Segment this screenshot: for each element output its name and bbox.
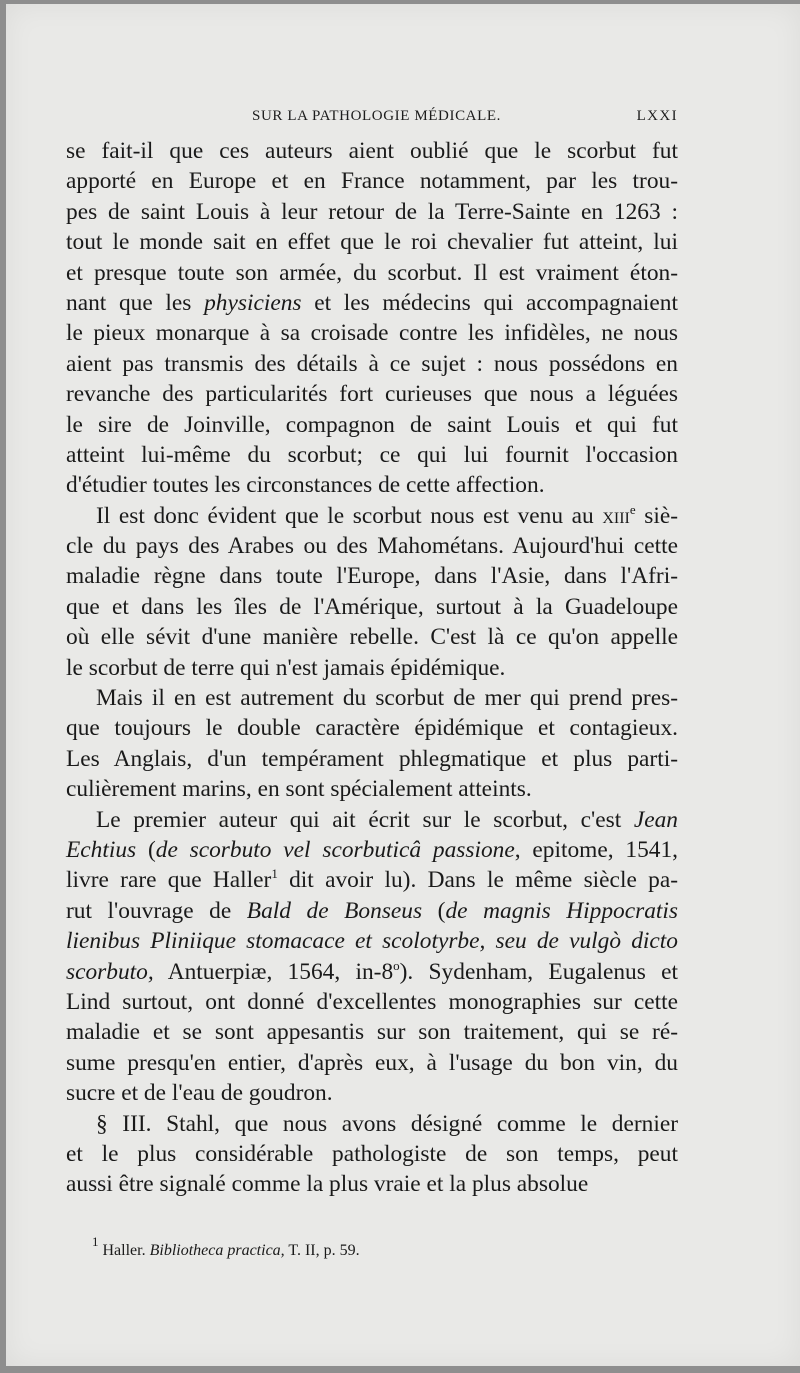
footnote [92,1234,672,1262]
text-line: maladie règne dans toute l'Europe, dans l'Asie, dans l'Afri- [66,563,678,590]
text-line: et presque toute son armée, du scorbut. Il est vraiment éton- [66,259,678,286]
text-line: scorbuto, Antuerpiæ, 1564, in-8$^o$). Sydenham, Eugalenus et [66,957,678,985]
footnote-text: $^1$ Haller. Bibliotheca practica, T. II, p. 59. [92,1234,360,1259]
text-line: et le plus considérable pathologiste de son temps, peut [66,1140,678,1167]
text-line: Le premier auteur qui ait écrit sur le scorbut, c'est Jean [96,806,678,833]
text-line: lienibus Pliniique stomacace et scolotyrbe, seu de vulgò dicto [66,928,678,955]
text-line: se fait-il que ces auteurs aient oublié que le scorbut fut [66,138,678,164]
text-line: le scorbut de terre qui n'est jamais épidémique. [66,654,506,681]
page-number: LXXI [636,108,678,124]
text-line: pes de saint Louis à leur retour de la Terre-Sainte en 1263 : [66,198,678,225]
text-line: le pieux monarque à sa croisade contre les infidèles, ne nous [66,320,678,347]
text-line: rut l'ouvrage de Bald de Bonseus (de magnis Hippocratis [66,897,679,924]
text-line: maladie et se sont appesantis sur son traitement, qui se ré- [66,1019,678,1046]
text-line: aussi être signalé comme la plus vraie et la plus absolue [66,1171,589,1198]
book-page [6,4,800,1366]
text-line: § III. Stahl, que nous avons désigné comme le dernier [96,1110,678,1137]
text-line: aient pas transmis des détails à ce sujet : nous possédons en [66,350,678,377]
running-title: SUR LA PATHOLOGIE MÉDICALE. [252,108,501,124]
text-line: livre rare que Haller$^1$ dit avoir lu). Dans le même siècle pa- [66,866,678,894]
text-line: où elle sévit d'une manière rebelle. C'est là ce qu'on appelle [66,624,678,651]
text-line: atteint lui-même du scorbut; ce qui lui fournit l'occasion [66,441,678,468]
text-line: le sire de Joinville, compagnon de saint Louis et qui fut [66,411,678,438]
text-line: que et dans les îles de l'Amérique, surtout à la Guadeloupe [66,593,678,620]
text-line: sume presqu'en entier, d'après eux, à l'usage du bon vin, du [66,1049,678,1076]
text-line: sucre et de l'eau de goudron. [66,1080,333,1107]
text-line: Il est donc évident que le scorbut nous est venu au xiii$^e$ siè- [96,501,679,529]
text-line: d'étudier toutes les circonstances de cette affection. [66,472,545,499]
text-line: nant que les physiciens et les médecins qui accompagnaient [66,289,678,316]
text-line: cle du pays des Arabes ou des Mahométans. Aujourd'hui cette [66,533,678,560]
text-line: tout le monde sait en effet que le roi chevalier fut atteint, lui [66,229,678,256]
text-line: que toujours le double caractère épidémique et contagieux. [66,715,678,742]
text-line: Echtius (de scorbuto vel scorbuticâ passione, epitome, 1541, [66,836,678,863]
text-line: culièrement marins, en sont spécialement atteints. [66,776,532,803]
text-line: apporté en Europe et en France notamment, par les trou- [66,168,678,195]
running-head [66,108,678,132]
text-line: Lind surtout, ont donné d'excellentes monographies sur cette [66,988,678,1015]
text-line: Les Anglais, d'un tempérament phlegmatique et plus parti- [66,745,678,772]
text-line: Mais il en est autrement du scorbut de mer qui prend pres- [96,685,678,712]
text-line: revanche des particularités fort curieuses que nous a léguées [66,381,678,408]
body-text [66,136,678,1200]
